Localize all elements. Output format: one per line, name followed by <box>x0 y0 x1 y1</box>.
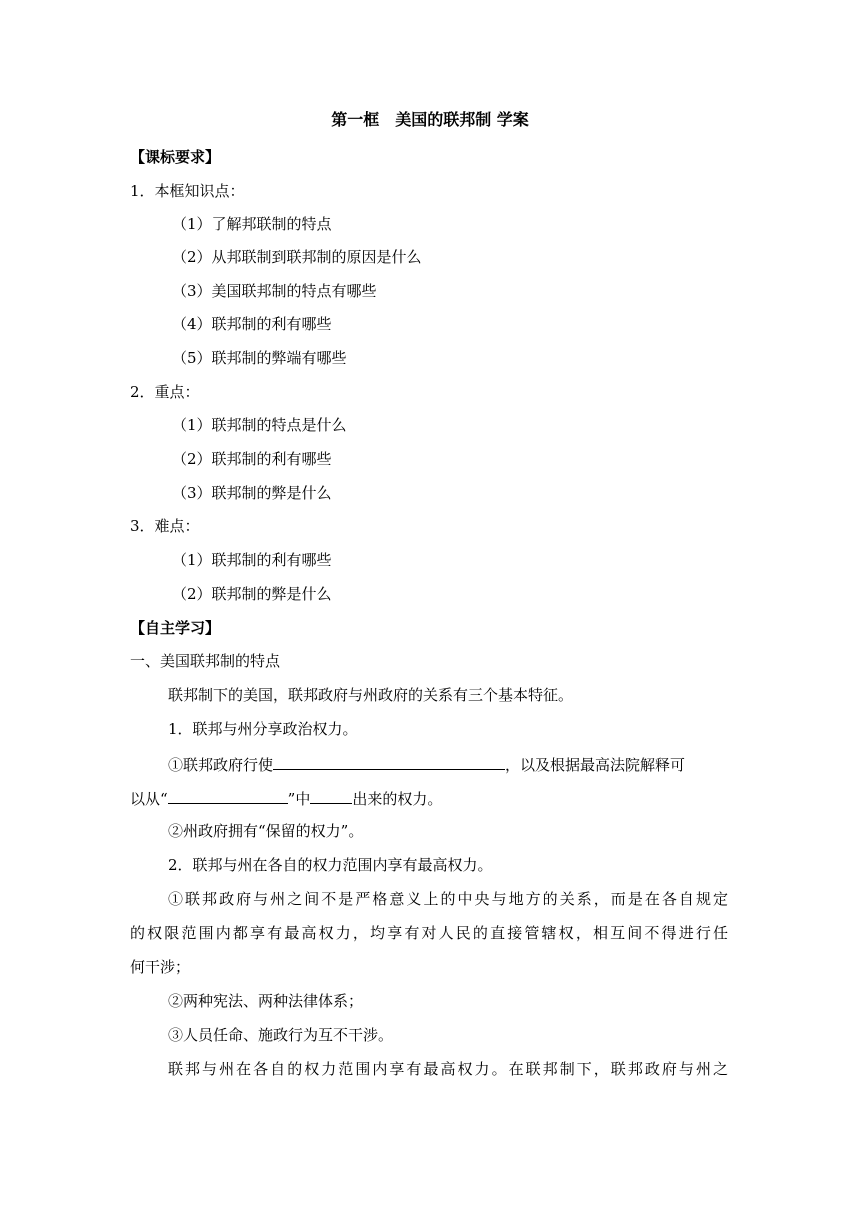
paragraph-line: 联邦与州在各自的权力范围内享有最高权力。在联邦制下，联邦政府与州之 <box>168 1060 728 1078</box>
fill-in-line-2 <box>130 787 442 807</box>
point-1: 1．联邦与州分享政治权力。 <box>168 720 358 738</box>
page-title: 第一框 美国的联邦制 学案 <box>331 110 529 129</box>
paragraph-line: 何干涉； <box>130 958 191 976</box>
list-subitem: （2）从邦联制到联邦制的原因是什么 <box>172 248 422 266</box>
fill-text: 出来的权力。 <box>352 790 443 808</box>
list-subitem: （1）联邦制的特点是什么 <box>172 416 347 434</box>
fill-text: ”中 <box>287 790 311 808</box>
paragraph-line: ②两种宪法、两种法律体系； <box>168 992 364 1010</box>
list-subitem: （2）联邦制的利有哪些 <box>172 450 332 468</box>
answer-blank[interactable] <box>168 787 288 804</box>
fill-text: ，以及根据最高法院解释可 <box>505 756 686 774</box>
list-subitem: （5）联邦制的弊端有哪些 <box>172 349 347 367</box>
section-heading-requirements: 【课标要求】 <box>130 148 221 166</box>
list-subitem: （3）美国联邦制的特点有哪些 <box>172 282 377 300</box>
intro-paragraph: 联邦制下的美国，联邦政府与州政府的关系有三个基本特征。 <box>168 686 574 704</box>
section-heading-self-study: 【自主学习】 <box>130 619 221 637</box>
list-item-knowledge-points: 1．本框知识点： <box>130 182 245 200</box>
paragraph-line: ①联邦政府与州之间不是严格意义上的中央与地方的关系，而是在各自规定 <box>168 890 728 908</box>
list-subitem: （3）联邦制的弊是什么 <box>172 484 332 502</box>
answer-blank[interactable] <box>273 753 505 770</box>
fill-text: ①联邦政府行使 <box>168 756 274 774</box>
sub-heading: 一、美国联邦制的特点 <box>130 652 281 670</box>
answer-blank[interactable] <box>310 787 352 804</box>
list-subitem: （2）联邦制的弊是什么 <box>172 585 332 603</box>
point-2: 2．联邦与州在各自的权力范围内享有最高权力。 <box>168 856 493 874</box>
list-subitem: （1）联邦制的利有哪些 <box>172 551 332 569</box>
fill-text: 以从“ <box>130 790 168 808</box>
paragraph-line: ③人员任命、施政行为互不干涉。 <box>168 1026 394 1044</box>
list-item-difficult-points: 3．难点： <box>130 517 200 535</box>
list-subitem: （1）了解邦联制的特点 <box>172 215 332 233</box>
fill-in-line-1 <box>168 753 685 773</box>
list-subitem: （4）联邦制的利有哪些 <box>172 315 332 333</box>
list-item-key-points: 2．重点： <box>130 383 200 401</box>
paragraph-line: 的权限范围内都享有最高权力，均享有对人民的直接管辖权，相互间不得进行任 <box>130 924 728 942</box>
state-power-line: ②州政府拥有“保留的权力”。 <box>168 822 364 840</box>
